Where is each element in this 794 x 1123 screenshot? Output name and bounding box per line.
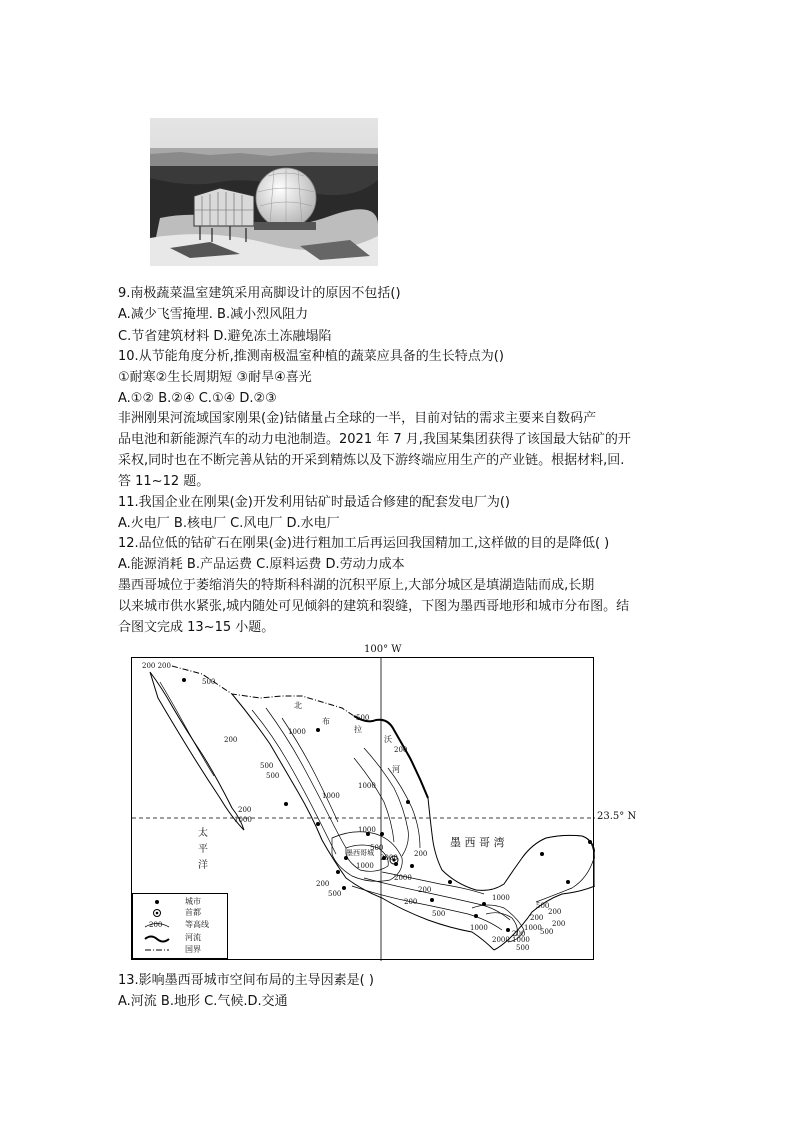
contour-label: 500 bbox=[540, 928, 554, 936]
latitude-label: 23.5° N bbox=[597, 811, 637, 822]
contour-label: 200 bbox=[394, 746, 408, 754]
contour-label: 500 bbox=[260, 762, 274, 770]
passage-cobalt-line-4: 答 11~12 题。 bbox=[118, 474, 210, 489]
river-label-1: 北 bbox=[294, 701, 302, 710]
map-legend bbox=[132, 893, 228, 959]
passage-mexico-line-3: 合图文完成 13~15 小题。 bbox=[118, 620, 275, 635]
contour-label: 200 bbox=[404, 898, 418, 906]
contour-label: 200 bbox=[224, 736, 238, 744]
passage-cobalt-line-3: 采权,同时也在不断完善从钴的开采到精炼以及下游终端应用生产的产业链。根据材料,回. bbox=[118, 453, 625, 468]
contour-label: 500 bbox=[266, 772, 280, 780]
q9-options-cd: C.节省建筑材料 D.避免冻土冻融塌陷 bbox=[118, 329, 332, 344]
contour-label: 500 bbox=[370, 844, 384, 852]
river-label-5: 河 bbox=[392, 765, 400, 774]
contour-label: 2000 bbox=[394, 874, 412, 882]
contour-label: 1000 bbox=[524, 924, 542, 932]
contour-label: 200 bbox=[552, 920, 566, 928]
baja-california-coast bbox=[150, 672, 244, 830]
contour-label: 200 bbox=[316, 880, 330, 888]
legend-contour-value: 200 bbox=[149, 921, 163, 929]
contour-label: 500 bbox=[516, 944, 530, 952]
legend-city-symbol bbox=[155, 900, 159, 904]
us-border-line bbox=[172, 666, 354, 716]
pacific-ocean-label-1: 太 bbox=[198, 828, 208, 839]
contour-label: 200 200 bbox=[142, 662, 171, 670]
legend-city-label: 城市 bbox=[185, 897, 201, 906]
legend-river-label: 河流 bbox=[185, 933, 201, 942]
contour-label: 1000 bbox=[356, 862, 374, 870]
contour-label: 1000 bbox=[288, 728, 306, 736]
pacific-coast bbox=[232, 694, 494, 950]
contour-label: 200 bbox=[530, 914, 544, 922]
river-label-4: 沃 bbox=[384, 735, 392, 744]
q10-stem: 10.从节能角度分析,推测南极温室种植的蔬菜应具备的生长特点为() bbox=[118, 349, 504, 364]
q12-stem: 12.品位低的钴矿石在刚果(金)进行粗加工后再运回我国精加工,这样做的目的是降低( ) bbox=[118, 536, 610, 551]
gulf-coast bbox=[428, 798, 595, 950]
contour-label: 1000 bbox=[470, 924, 488, 932]
pacific-ocean-label-2: 平 bbox=[198, 844, 208, 855]
q9-stem: 9.南极蔬菜温室建筑采用高脚设计的原因不包括() bbox=[118, 286, 401, 301]
q11-options: A.火电厂 B.核电厂 C.风电厂 D.水电厂 bbox=[118, 516, 340, 531]
legend-contour-label: 等高线 bbox=[185, 920, 209, 929]
river-label-3: 拉 bbox=[354, 725, 362, 734]
contour-label: 500 bbox=[328, 890, 342, 898]
longitude-label: 100° W bbox=[364, 644, 402, 655]
passage-mexico-line-1: 墨西哥城位于萎缩消失的特斯科科湖的沉积平原上,大部分城区是填湖造陆而成,长期 bbox=[118, 578, 595, 593]
antarctic-greenhouse-photo bbox=[150, 118, 378, 266]
contour-label: 500 bbox=[356, 714, 370, 722]
legend-border-label: 国界 bbox=[185, 945, 201, 954]
q12-options: A.能源消耗 B.产品运费 C.原料运费 D.劳动力成本 bbox=[118, 557, 405, 572]
contour-label: 1000 bbox=[358, 782, 376, 790]
q13-options: A.河流 B.地形 C.气候.D.交通 bbox=[118, 994, 288, 1009]
contour-label: 2000 bbox=[380, 854, 398, 862]
q9-options-ab: A.减少飞雪掩埋. B.减小烈风阻力 bbox=[118, 307, 309, 322]
contour-label: 500 bbox=[202, 678, 216, 686]
mexico-city-label: 墨西哥城 bbox=[346, 849, 374, 857]
contour-label: 200 bbox=[512, 930, 526, 938]
contour-label: 200 bbox=[418, 886, 432, 894]
passage-cobalt-line-1: 非洲刚果河流域国家刚果(金)钴储量占全球的一半，目前对钴的需求主要来自数码产 bbox=[118, 411, 597, 426]
q10-choices: ①耐寒②生长周期短 ③耐旱④喜光 bbox=[118, 370, 312, 385]
q10-options: A.①② B.②④ C.①④ D.②③ bbox=[118, 391, 277, 406]
contour-label: 1000 bbox=[234, 816, 252, 824]
q11-stem: 11.我国企业在刚果(金)开发利用钴矿时最适合修建的配套发电厂为() bbox=[118, 495, 510, 510]
contour-label: 200 bbox=[414, 850, 428, 858]
q13-stem: 13.影响墨西哥城市空间布局的主导因素是( ) bbox=[118, 973, 374, 988]
river-label-2: 布 bbox=[322, 717, 330, 726]
contour-label: 200 bbox=[548, 908, 562, 916]
legend-capital-label: 首都 bbox=[185, 908, 201, 917]
contour-label: 1000 bbox=[358, 826, 376, 834]
contour-label: 500 bbox=[432, 910, 446, 918]
contour-label: 200 bbox=[238, 806, 252, 814]
contour-label: 500 bbox=[536, 902, 550, 910]
contour-label: 1000 bbox=[492, 894, 510, 902]
passage-mexico-line-2: 以来城市供水紧张,城内随处可见倾斜的建筑和裂缝，下图为墨西哥地形和城市分布图。结 bbox=[118, 599, 630, 614]
gulf-of-mexico-label: 墨 西 哥 湾 bbox=[450, 836, 505, 849]
contour-label: 2000 1000 bbox=[492, 936, 530, 944]
pacific-ocean-label-3: 洋 bbox=[198, 860, 208, 871]
legend-river-symbol bbox=[145, 937, 169, 942]
passage-cobalt-line-2: 品电池和新能源汽车的动力电池制造。2021 年 7 月,我国某集团获得了该国最大钴矿的开 bbox=[118, 432, 631, 447]
contour-label: 1000 bbox=[322, 792, 340, 800]
